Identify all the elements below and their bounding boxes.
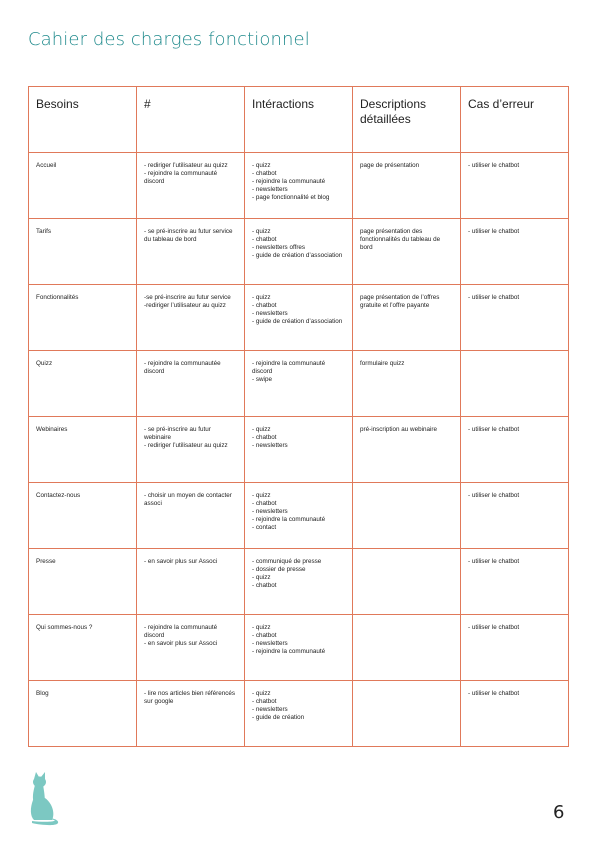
cell-line: -se pré-inscrire au futur service <box>144 294 231 301</box>
cell-description <box>353 483 461 549</box>
table-row <box>29 417 569 483</box>
cell-line: - chatbot <box>252 434 277 442</box>
cell-actions <box>137 285 245 351</box>
cell-line: - rejoindre la communauté discord <box>144 624 218 640</box>
table-row <box>29 285 569 351</box>
header-number: # <box>137 87 245 153</box>
cell-line: - communiqué de presse <box>252 558 322 565</box>
cell-line: - quizz <box>252 624 271 631</box>
header-descriptions: Descriptions détaillées <box>353 87 461 153</box>
header-besoins: Besoins <box>29 87 137 153</box>
page-number: 6 <box>553 802 565 823</box>
cell-actions <box>137 417 245 483</box>
cell-line: - utiliser le chatbot <box>468 162 520 169</box>
table-row <box>29 615 569 681</box>
cell-line: - dossier de presse <box>252 566 306 574</box>
table-body <box>29 153 569 747</box>
cell-line: - chatbot <box>252 170 277 178</box>
cell-line: formulaire quizz <box>360 360 405 367</box>
cell-interactions <box>245 219 353 285</box>
cell-besoin: Quizz <box>29 351 137 417</box>
cell-interactions <box>245 351 353 417</box>
cell-line: - chatbot <box>252 302 277 310</box>
cell-actions <box>137 549 245 615</box>
table-row <box>29 153 569 219</box>
cell-line: pré-inscription au webinaire <box>360 426 438 433</box>
cell-description <box>353 681 461 747</box>
cell-line: - lire nos articles bien référencés sur google <box>144 690 235 706</box>
cell-line: - rejoindre la communauté discord <box>144 170 218 186</box>
cell-description <box>353 285 461 351</box>
page-title: Cahier des charges fonctionnel <box>28 29 310 50</box>
cell-description <box>353 615 461 681</box>
cell-line: - guide de création <box>252 714 305 722</box>
cell-line: - rejoindre la communautée discord <box>144 360 221 376</box>
cat-icon <box>24 770 64 828</box>
cell-line: - newsletters <box>252 186 288 194</box>
cell-line: - chatbot <box>252 632 277 640</box>
cell-actions <box>137 351 245 417</box>
cell-cas-erreur <box>461 483 569 549</box>
cell-line: - se pré-inscrire au futur webinaire <box>144 426 211 442</box>
cell-actions <box>137 681 245 747</box>
cell-actions <box>137 483 245 549</box>
cell-cas-erreur <box>461 285 569 351</box>
table-row <box>29 483 569 549</box>
cell-description <box>353 417 461 483</box>
cell-line: - rediriger l’utilisateur au quizz <box>144 442 228 450</box>
cell-besoin: Webinaires <box>29 417 137 483</box>
cell-line: - contact <box>252 524 277 532</box>
requirements-table <box>28 86 569 747</box>
cell-line: page de présentation <box>360 162 420 169</box>
cell-line: - quizz <box>252 690 271 697</box>
cell-cas-erreur <box>461 417 569 483</box>
cell-interactions <box>245 285 353 351</box>
cell-line: - utiliser le chatbot <box>468 558 520 565</box>
cell-interactions <box>245 615 353 681</box>
cell-besoin: Tarifs <box>29 219 137 285</box>
cell-line: - en savoir plus sur Associ <box>144 640 218 648</box>
cell-cas-erreur <box>461 351 569 417</box>
cell-cas-erreur <box>461 153 569 219</box>
cell-interactions <box>245 483 353 549</box>
cell-interactions <box>245 153 353 219</box>
cell-line: - guide de création d’association <box>252 252 343 260</box>
cell-interactions <box>245 681 353 747</box>
cell-actions <box>137 615 245 681</box>
cell-description <box>353 549 461 615</box>
cell-line: -rediriger l’utilisateur au quizz <box>144 302 226 310</box>
cell-line: - utiliser le chatbot <box>468 624 520 631</box>
cell-line: - swipe <box>252 376 272 384</box>
cell-actions <box>137 153 245 219</box>
cell-line: - chatbot <box>252 698 277 706</box>
cell-line: - quizz <box>252 294 271 301</box>
cell-line: - newsletters <box>252 640 288 648</box>
cell-line: - newsletters <box>252 442 288 450</box>
cell-line: - quizz <box>252 492 271 499</box>
cell-line: - choisir un moyen de contacter associ <box>144 492 232 508</box>
cell-line: - chatbot <box>252 582 277 590</box>
cell-line: - utiliser le chatbot <box>468 294 520 301</box>
table-row <box>29 549 569 615</box>
cell-line: - quizz <box>252 228 271 235</box>
cell-line: - chatbot <box>252 236 277 244</box>
cell-description <box>353 219 461 285</box>
cell-line: - rediriger l’utilisateur au quizz <box>144 162 228 169</box>
cell-besoin: Fonctionnalités <box>29 285 137 351</box>
cell-besoin: Presse <box>29 549 137 615</box>
cell-line: - newsletters <box>252 706 288 714</box>
cell-line: - newsletters offres <box>252 244 306 252</box>
cell-line: - utiliser le chatbot <box>468 426 520 433</box>
cell-line: - newsletters <box>252 508 288 516</box>
cell-line: - rejoindre la communauté <box>252 648 326 656</box>
table-header-row <box>29 87 569 153</box>
cell-description <box>353 351 461 417</box>
cell-besoin: Blog <box>29 681 137 747</box>
table-row <box>29 219 569 285</box>
table-row <box>29 681 569 747</box>
cell-cas-erreur <box>461 681 569 747</box>
cell-line: - guide de création d’association <box>252 318 343 326</box>
cell-interactions <box>245 417 353 483</box>
cell-besoin: Accueil <box>29 153 137 219</box>
cell-besoin: Contactez-nous <box>29 483 137 549</box>
cell-line: - newsletters <box>252 310 288 318</box>
cell-actions <box>137 219 245 285</box>
header-cas-erreur: Cas d’erreur <box>461 87 569 153</box>
cell-line: - utiliser le chatbot <box>468 492 520 499</box>
cell-line: - se pré-inscrire au futur service du tableau de bord <box>144 228 233 244</box>
cell-line: - utiliser le chatbot <box>468 690 520 697</box>
cell-interactions <box>245 549 353 615</box>
header-interactions: Intéractions <box>245 87 353 153</box>
cell-cas-erreur <box>461 615 569 681</box>
cell-line: - quizz <box>252 162 271 169</box>
cell-cas-erreur <box>461 549 569 615</box>
cell-line: - rejoindre la communauté discord <box>252 360 326 376</box>
cell-line: - quizz <box>252 426 271 433</box>
cell-line: page présentation des fonctionnalités du tableau de bord <box>360 228 441 252</box>
cell-line: - rejoindre la communauté <box>252 516 326 524</box>
cell-description <box>353 153 461 219</box>
cell-line: page présentation de l’offres gratuite et l’offre payante <box>360 294 440 310</box>
table-row <box>29 351 569 417</box>
cell-besoin: Qui sommes-nous ? <box>29 615 137 681</box>
cell-line: - rejoindre la communauté <box>252 178 326 186</box>
cell-line: - utiliser le chatbot <box>468 228 520 235</box>
cell-line: - en savoir plus sur Associ <box>144 558 218 565</box>
cell-line: - quizz <box>252 574 271 582</box>
cell-line: - chatbot <box>252 500 277 508</box>
cell-cas-erreur <box>461 219 569 285</box>
cell-line: - page fonctionnalité et blog <box>252 194 330 202</box>
